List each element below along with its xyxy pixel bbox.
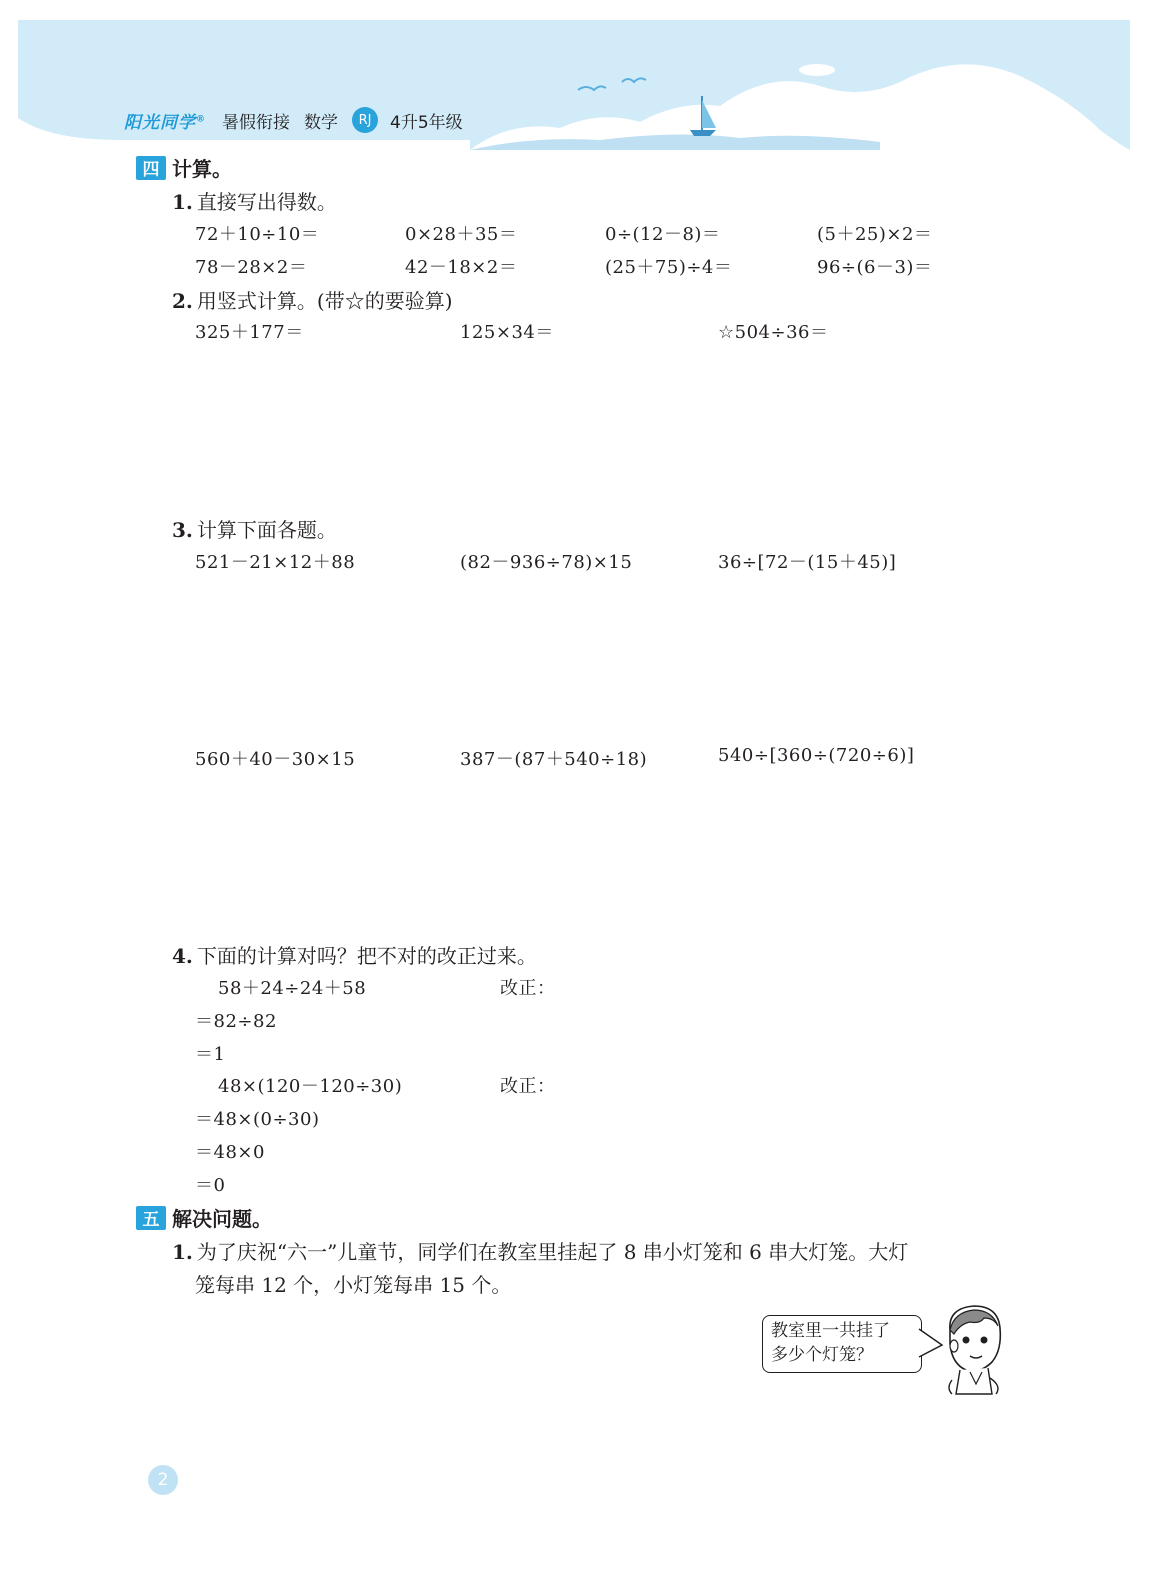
wrong-calc-line: 58＋24÷24＋58 [218,978,367,999]
q5-1-line1: 1. 为了庆祝“六一”儿童节，同学们在教室里挂起了 8 串小灯笼和 6 串大灯笼。大灯 [172,1240,909,1264]
mixed-calc-item: 540÷[360÷(720÷6)] [718,745,915,766]
brand-logo: 阳光同学® [124,112,206,133]
page-number: 2 [148,1465,178,1495]
speech-bubble [762,1315,922,1373]
bubble-line: 多少个灯笼？ [771,1345,873,1365]
wrong-calc-line: ＝48×0 [195,1142,265,1163]
section-5-badge: 五 [136,1206,166,1230]
mixed-calc-item: (82－936÷78)×15 [460,552,633,573]
mixed-calc-item: 521－21×12＋88 [195,552,356,573]
q5-1-line2: 笼每串 12 个，小灯笼每串 15 个。 [195,1273,512,1297]
oral-calc-item: 78－28×2＝ [195,257,308,278]
vertical-calc-item: 125×34＝ [460,322,554,343]
header-banner [0,0,1169,160]
subject-label: 数学 [304,112,338,133]
section-4-heading [136,153,232,182]
mixed-calc-item: 36÷[72－(15＋45)] [718,552,897,573]
oral-calc-item: 72＋10÷10＝ [195,224,320,245]
wrong-calc-line: ＝48×(0÷30) [195,1109,320,1130]
oral-calc-item: (5＋25)×2＝ [817,224,933,245]
oral-calc-item: 0×28＋35＝ [405,224,518,245]
correction-label: 改正： [500,1076,556,1097]
bubble-line: 教室里一共挂了 [771,1321,890,1341]
section-4-title: 计算。 [172,157,232,181]
oral-calc-item: 42－18×2＝ [405,257,518,278]
mixed-calc-item: 560＋40－30×15 [195,749,356,770]
mixed-calc-item: 387－(87＋540÷18) [460,749,648,770]
grade-label: 4升5年级 [390,112,463,133]
section-5-title: 解决问题。 [172,1207,272,1231]
wrong-calc-line: ＝0 [195,1175,226,1196]
q4-1-prompt: 1. 直接写出得数。 [172,190,337,214]
q4-2-prompt: 2. 用竖式计算。(带☆的要验算) [172,289,453,313]
vertical-calc-item: 325＋177＝ [195,322,304,343]
boy-illustration [940,1300,1008,1396]
wrong-calc-line: ＝1 [195,1044,226,1065]
oral-calc-item: 0÷(12－8)＝ [605,224,721,245]
edition-badge: RJ [352,107,378,133]
wrong-calc-line: ＝82÷82 [195,1011,277,1032]
q4-3-prompt: 3. 计算下面各题。 [172,518,337,542]
section-4-badge: 四 [136,156,166,180]
q4-4-prompt: 4. 下面的计算对吗？把不对的改正过来。 [172,944,537,968]
wrong-calc-line: 48×(120－120÷30) [218,1076,403,1097]
oral-calc-item: 96÷(6－3)＝ [817,257,933,278]
header-info [124,106,463,134]
oral-calc-item: (25＋75)÷4＝ [605,257,733,278]
vertical-calc-item: ☆504÷36＝ [718,322,829,343]
series-label: 暑假衔接 [222,112,290,133]
correction-label: 改正： [500,978,556,999]
section-5-heading [136,1203,272,1232]
